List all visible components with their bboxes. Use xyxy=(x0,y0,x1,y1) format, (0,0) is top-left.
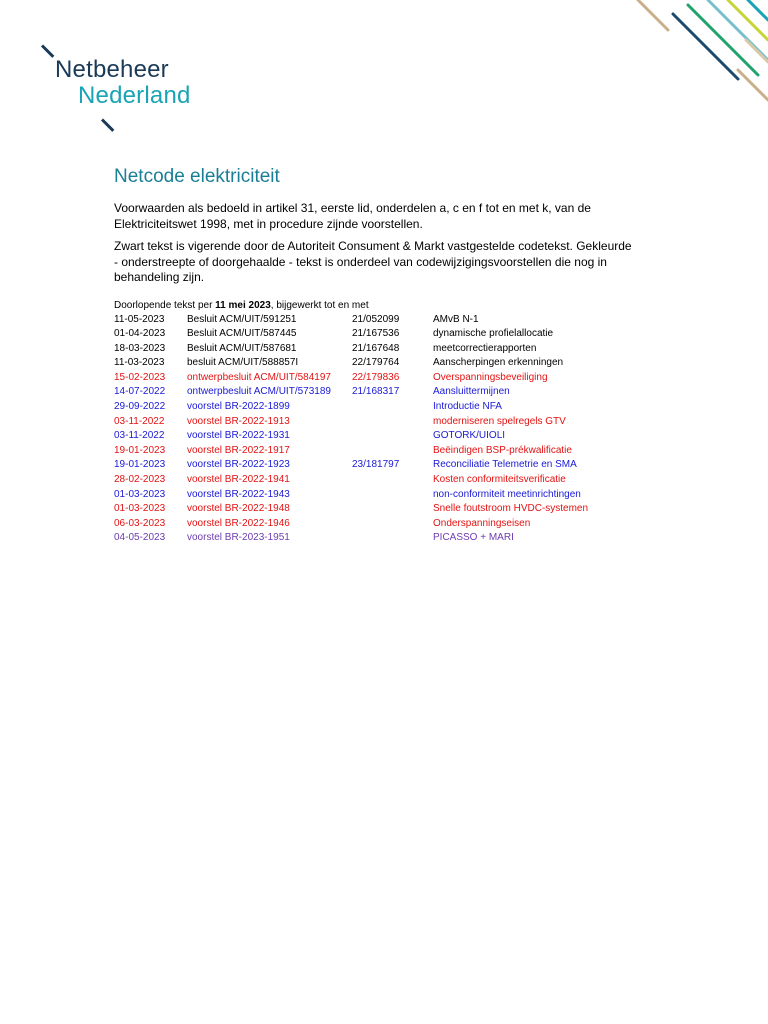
row-decision: voorstel BR-2022-1913 xyxy=(187,415,290,427)
row-subject: Onderspanningseisen xyxy=(433,517,531,529)
row-reference xyxy=(352,473,433,488)
table-row xyxy=(114,371,634,386)
row-decision: voorstel BR-2022-1899 xyxy=(187,401,290,413)
row-decision: Besluit ACM/UIT/587681 xyxy=(187,342,297,354)
table-row xyxy=(114,488,634,503)
lead-suffix: , bijgewerkt tot en met xyxy=(270,299,369,311)
row-subject: dynamische profielallocatie xyxy=(433,328,554,340)
row-decision: voorstel BR-2022-1931 xyxy=(187,430,290,442)
row-decision: voorstel BR-2022-1943 xyxy=(187,488,290,500)
revision-table xyxy=(114,313,634,547)
row-reference xyxy=(352,502,433,517)
table-row xyxy=(114,327,634,342)
row-date: 04-05-2023 xyxy=(114,532,166,544)
row-subject: AMvB N-1 xyxy=(433,313,479,325)
row-reference: 21/167648 xyxy=(352,342,400,354)
legend-paragraph: Zwart tekst is vigerende door de Autoriteit Consument & Markt vastgestelde codetekst. Gekleurde - onderstreepte of doorgehaalde - tekst is onderdeel van codewijzigingsvoorstellen die nog in behandeling zijn. xyxy=(114,239,632,284)
netbeheer-nederland-logo xyxy=(40,42,240,128)
row-subject: meetcorrectierapporten xyxy=(433,342,537,354)
table-row xyxy=(114,473,634,488)
row-date: 28-02-2023 xyxy=(114,474,166,486)
row-date: 03-11-2022 xyxy=(114,430,165,442)
decorative-stripes xyxy=(628,0,768,120)
row-date: 01-03-2023 xyxy=(114,503,166,515)
row-decision: voorstel BR-2022-1948 xyxy=(187,503,290,515)
row-date: 06-03-2023 xyxy=(114,517,166,529)
table-row xyxy=(114,400,634,415)
row-decision: voorstel BR-2022-1941 xyxy=(187,474,290,486)
row-date: 03-11-2022 xyxy=(114,415,165,427)
table-row xyxy=(114,385,634,400)
table-row xyxy=(114,356,634,371)
row-reference: 22/179836 xyxy=(352,371,400,383)
logo-accent-mark xyxy=(41,44,54,57)
table-row xyxy=(114,502,634,517)
row-subject: PICASSO + MARI xyxy=(433,532,514,544)
row-date: 15-02-2023 xyxy=(114,371,166,383)
table-row xyxy=(114,342,634,357)
intro-paragraph: Voorwaarden als bedoeld in artikel 31, eerste lid, onderdelen a, c en f tot en met k, van de Elektriciteitswet 1998, met in procedure zijnde voorstellen. xyxy=(114,201,591,231)
document-title: Netcode elektriciteit xyxy=(114,166,280,187)
row-subject: Overspanningsbeveiliging xyxy=(433,371,548,383)
row-decision: voorstel BR-2023-1951 xyxy=(187,532,290,544)
row-date: 19-01-2023 xyxy=(114,459,166,471)
row-subject: GOTORK/UIOLI xyxy=(433,430,506,442)
table-row xyxy=(114,517,634,532)
table-row xyxy=(114,313,634,328)
row-date: 14-07-2022 xyxy=(114,386,166,398)
row-decision: ontwerpbesluit ACM/UIT/584197 xyxy=(187,371,331,383)
row-subject: Introductie NFA xyxy=(433,401,502,413)
row-subject: non-conformiteit meetinrichtingen xyxy=(433,488,581,500)
table-row xyxy=(114,444,634,459)
row-subject: Aanscherpingen erkenningen xyxy=(433,357,564,369)
logo-line-1: Netbeheer xyxy=(55,56,169,83)
row-reference: 21/168317 xyxy=(352,386,400,398)
row-date: 01-03-2023 xyxy=(114,488,166,500)
row-reference: 21/052099 xyxy=(352,313,400,325)
table-row xyxy=(114,415,634,430)
row-decision: ontwerpbesluit ACM/UIT/573189 xyxy=(187,386,331,398)
row-decision: voorstel BR-2022-1917 xyxy=(187,444,290,456)
table-row xyxy=(114,458,634,473)
row-reference xyxy=(352,415,433,430)
lead-date: 11 mei 2023 xyxy=(215,299,271,311)
table-row xyxy=(114,429,634,444)
row-subject: Snelle foutstroom HVDC-systemen xyxy=(433,503,589,515)
document-body xyxy=(114,166,634,546)
row-date: 11-05-2023 xyxy=(114,313,165,325)
row-reference xyxy=(352,444,433,459)
row-decision: besluit ACM/UIT/588857I xyxy=(187,357,299,369)
row-reference xyxy=(352,429,433,444)
lead-prefix: Doorlopende tekst per xyxy=(114,299,216,311)
logo-line-2: Nederland xyxy=(78,82,191,109)
row-reference xyxy=(352,531,433,546)
row-decision: voorstel BR-2022-1923 xyxy=(187,459,290,471)
row-subject: Kosten conformiteitsverificatie xyxy=(433,474,566,486)
row-decision: Besluit ACM/UIT/587445 xyxy=(187,328,297,340)
row-date: 01-04-2023 xyxy=(114,328,166,340)
row-reference xyxy=(352,517,433,532)
table-row xyxy=(114,531,634,546)
row-subject: moderniseren spelregels GTV xyxy=(433,415,566,427)
row-date: 11-03-2023 xyxy=(114,357,165,369)
logo-accent-mark xyxy=(101,118,114,131)
row-subject: Aansluittermijnen xyxy=(433,386,510,398)
row-reference: 22/179764 xyxy=(352,357,400,369)
row-date: 19-01-2023 xyxy=(114,444,166,456)
row-date: 29-09-2022 xyxy=(114,401,166,413)
row-date: 18-03-2023 xyxy=(114,342,166,354)
row-reference xyxy=(352,488,433,503)
row-decision: Besluit ACM/UIT/591251 xyxy=(187,313,297,325)
row-reference: 21/167536 xyxy=(352,328,400,340)
row-reference xyxy=(352,400,433,415)
row-reference: 23/181797 xyxy=(352,459,400,471)
revision-lead xyxy=(114,299,634,312)
row-subject: Reconciliatie Telemetrie en SMA xyxy=(433,459,577,471)
row-subject: Beëindigen BSP-prékwalificatie xyxy=(433,444,572,456)
row-decision: voorstel BR-2022-1946 xyxy=(187,517,290,529)
